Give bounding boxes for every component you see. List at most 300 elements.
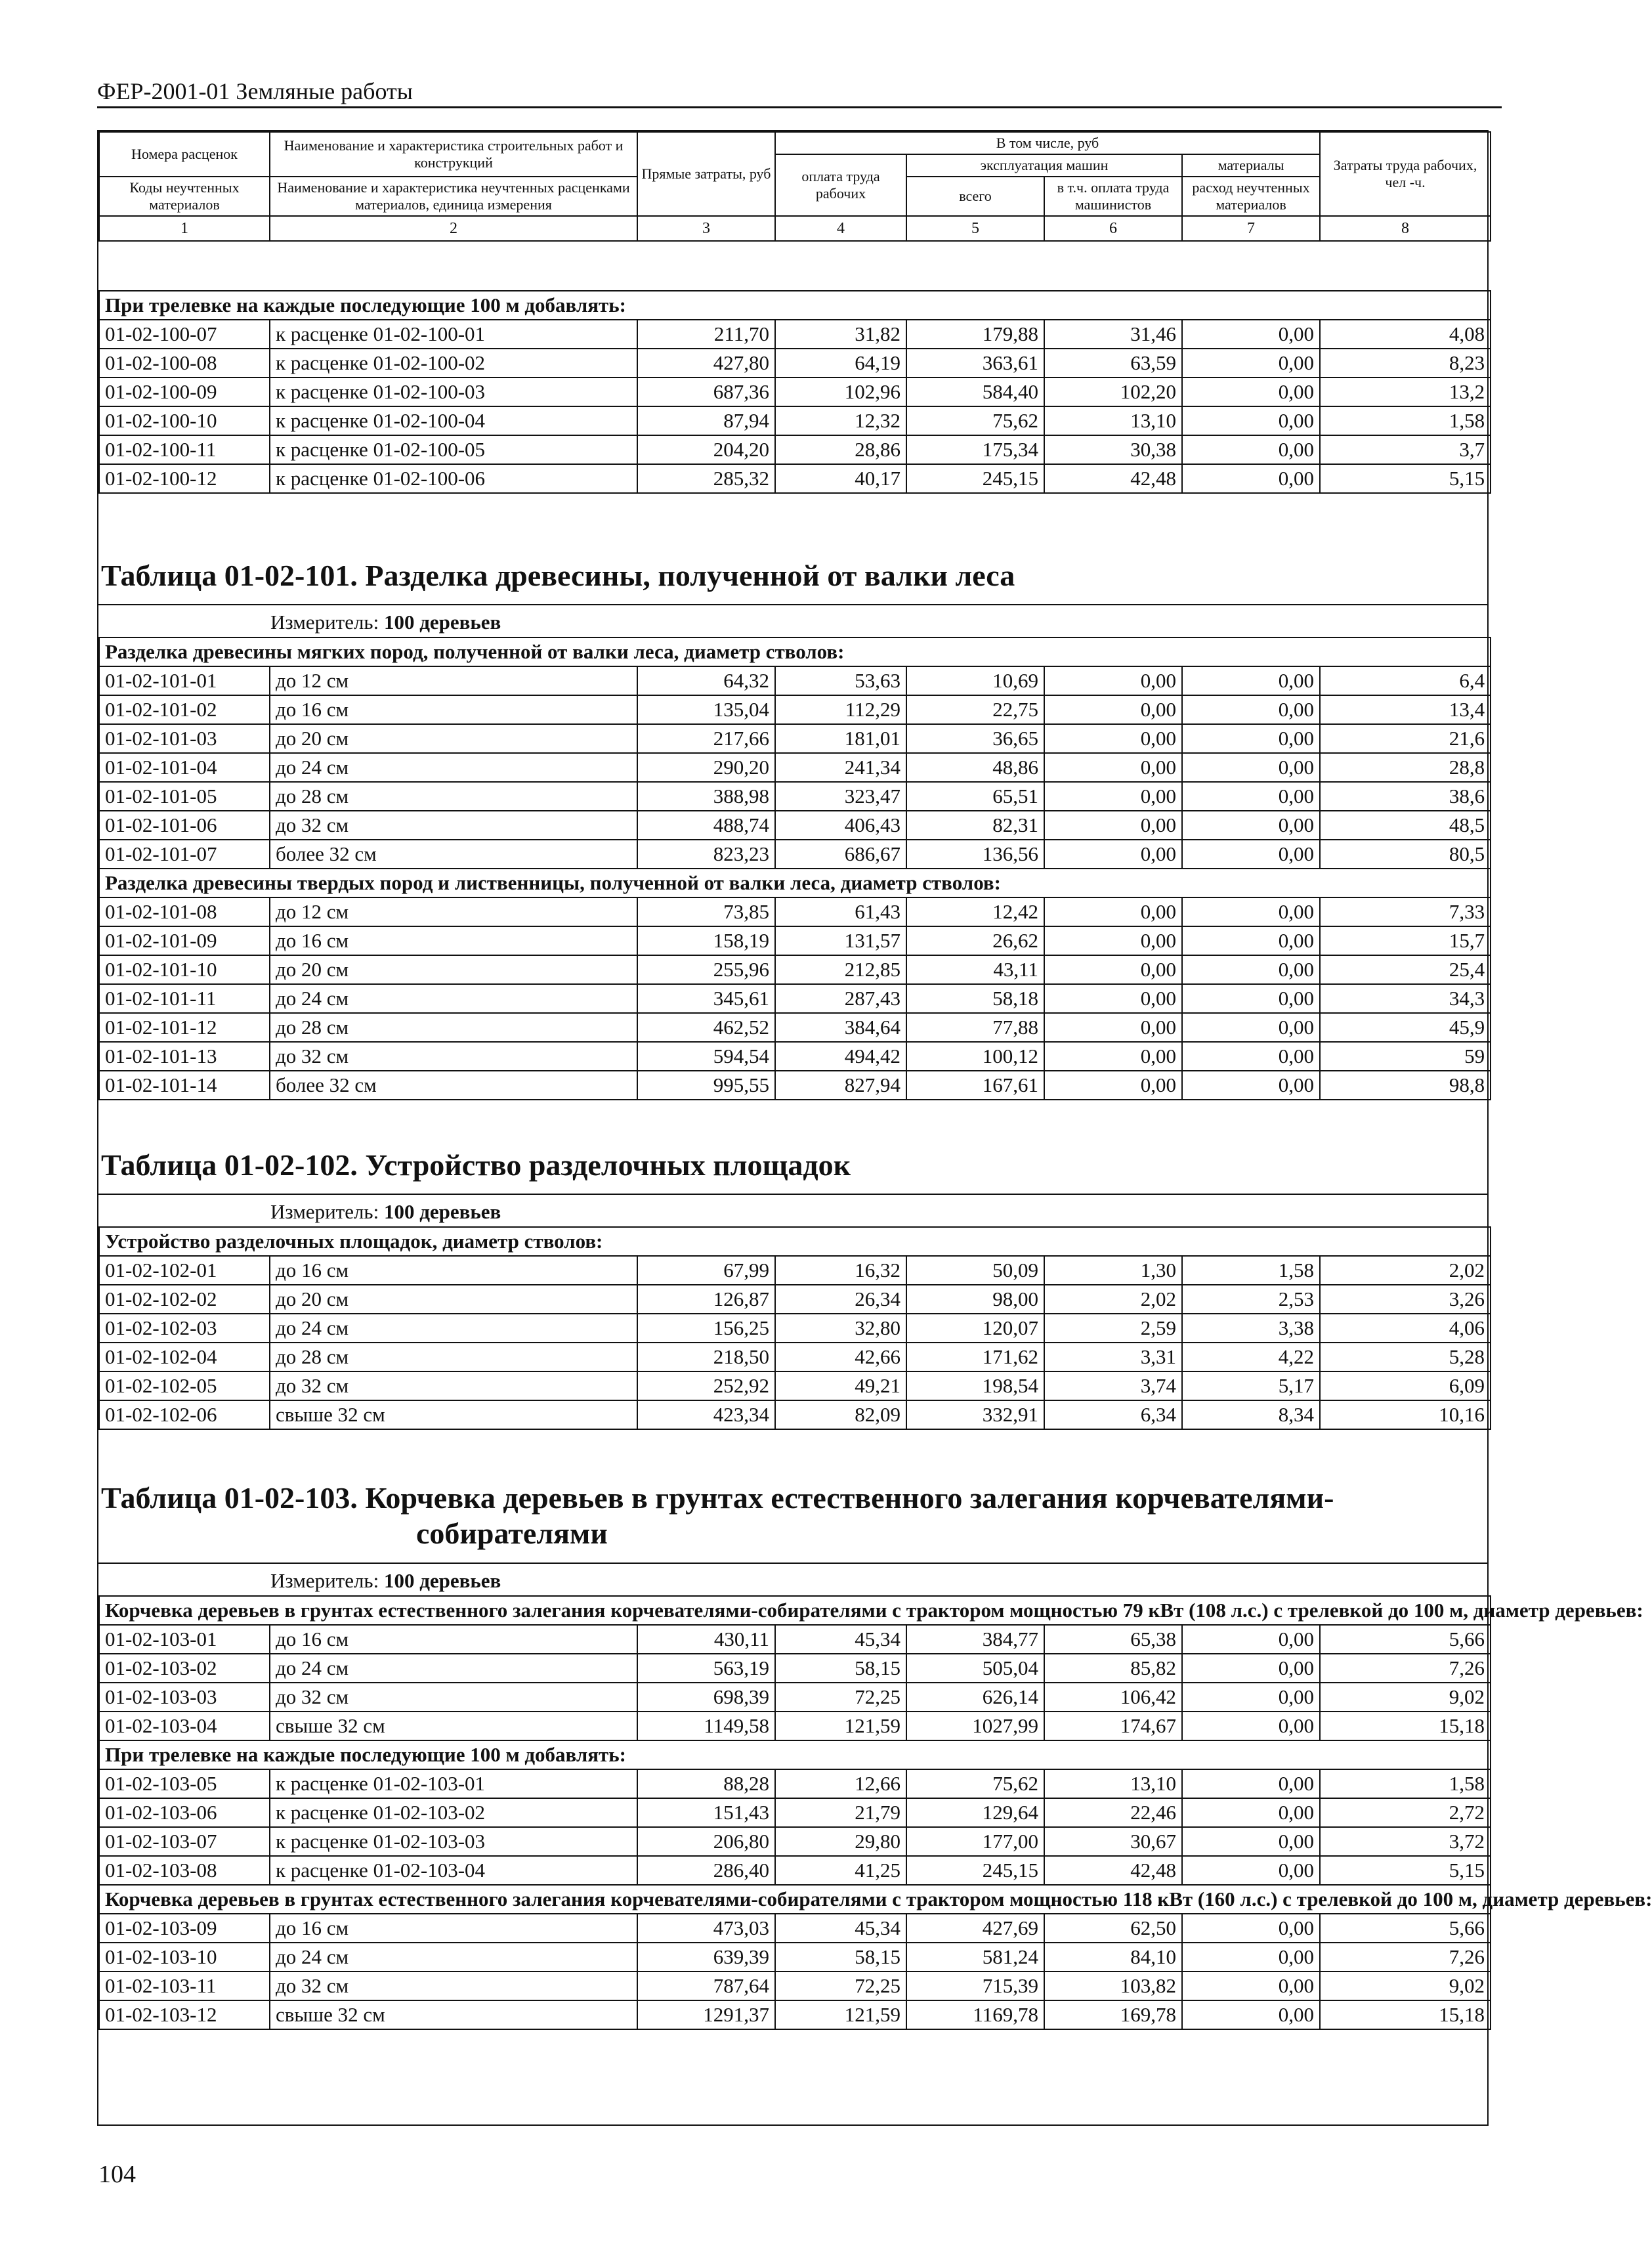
table-102 xyxy=(98,1226,1491,1430)
value-cell: 0,00 xyxy=(1044,1042,1182,1071)
value-cell: 29,80 xyxy=(775,1827,906,1856)
table-row xyxy=(99,1683,1491,1712)
value-cell: 995,55 xyxy=(637,1071,775,1100)
table-row xyxy=(99,666,1491,695)
value-cell: 0,00 xyxy=(1044,724,1182,753)
value-cell: 462,52 xyxy=(637,1013,775,1042)
value-cell: 1,58 xyxy=(1320,1769,1491,1798)
value-cell: 5,66 xyxy=(1320,1914,1491,1943)
value-cell: 0,00 xyxy=(1044,1013,1182,1042)
value-cell: 12,42 xyxy=(906,897,1044,926)
value-cell: 15,18 xyxy=(1320,1712,1491,1740)
value-cell: 75,62 xyxy=(906,1769,1044,1798)
value-cell: 686,67 xyxy=(775,840,906,869)
value-cell: 245,15 xyxy=(906,1856,1044,1885)
divider xyxy=(98,1194,1487,1195)
value-cell: 787,64 xyxy=(637,1972,775,2000)
col-materials-sub-header: расход неучтенных материалов xyxy=(1182,177,1320,216)
value-cell: 0,00 xyxy=(1182,666,1320,695)
value-cell: 4,06 xyxy=(1320,1314,1491,1343)
value-cell: 2,02 xyxy=(1320,1256,1491,1285)
value-cell: 40,17 xyxy=(775,464,906,493)
value-cell: 3,7 xyxy=(1320,435,1491,464)
rate-code-cell: 01-02-102-06 xyxy=(99,1400,270,1429)
value-cell: 323,47 xyxy=(775,782,906,811)
value-cell: 28,86 xyxy=(775,435,906,464)
value-cell: 563,19 xyxy=(637,1654,775,1683)
rate-name-cell: свыше 32 см xyxy=(270,2000,637,2029)
table-103-title-line2: собирателями xyxy=(416,1517,608,1550)
rate-code-cell: 01-02-103-09 xyxy=(99,1914,270,1943)
value-cell: 64,19 xyxy=(775,349,906,377)
value-cell: 77,88 xyxy=(906,1013,1044,1042)
col-labor-header: Затраты труда рабочих, чел -ч. xyxy=(1320,132,1491,216)
rate-name-cell: к расценке 01-02-100-05 xyxy=(270,435,637,464)
value-cell: 45,34 xyxy=(775,1625,906,1654)
measure-value: 100 деревьев xyxy=(383,1200,501,1223)
value-cell: 21,6 xyxy=(1320,724,1491,753)
value-cell: 85,82 xyxy=(1044,1654,1182,1683)
section-row xyxy=(99,1885,1491,1914)
section-row xyxy=(99,291,1491,320)
value-cell: 80,5 xyxy=(1320,840,1491,869)
rate-name-cell: до 32 см xyxy=(270,811,637,840)
value-cell: 43,11 xyxy=(906,955,1044,984)
value-cell: 6,09 xyxy=(1320,1371,1491,1400)
table-row xyxy=(99,1071,1491,1100)
value-cell: 5,28 xyxy=(1320,1343,1491,1371)
table-row xyxy=(99,1400,1491,1429)
rate-code-cell: 01-02-101-07 xyxy=(99,840,270,869)
rate-name-cell: более 32 см xyxy=(270,1071,637,1100)
value-cell: 1,58 xyxy=(1182,1256,1320,1285)
section-row xyxy=(99,1740,1491,1769)
value-cell: 0,00 xyxy=(1044,955,1182,984)
rate-code-cell: 01-02-103-07 xyxy=(99,1827,270,1856)
block0-table xyxy=(98,290,1491,494)
value-cell: 10,16 xyxy=(1320,1400,1491,1429)
table-row xyxy=(99,1314,1491,1343)
section-row xyxy=(99,637,1491,666)
value-cell: 584,40 xyxy=(906,377,1044,406)
value-cell: 126,87 xyxy=(637,1285,775,1314)
rate-code-cell: 01-02-103-10 xyxy=(99,1943,270,1972)
value-cell: 1149,58 xyxy=(637,1712,775,1740)
value-cell: 53,63 xyxy=(775,666,906,695)
value-cell: 5,17 xyxy=(1182,1371,1320,1400)
value-cell: 594,54 xyxy=(637,1042,775,1071)
value-cell: 42,48 xyxy=(1044,464,1182,493)
rate-code-cell: 01-02-101-13 xyxy=(99,1042,270,1071)
table-row xyxy=(99,753,1491,782)
value-cell: 0,00 xyxy=(1182,782,1320,811)
col-machines-total-header: всего xyxy=(906,177,1044,216)
section-heading: Разделка древесины твердых пород и лиственницы, полученной от валки леса, диаметр стволов: xyxy=(99,869,1491,897)
value-cell: 72,25 xyxy=(775,1683,906,1712)
table-row xyxy=(99,1798,1491,1827)
value-cell: 42,66 xyxy=(775,1343,906,1371)
value-cell: 6,4 xyxy=(1320,666,1491,695)
value-cell: 2,02 xyxy=(1044,1285,1182,1314)
value-cell: 98,8 xyxy=(1320,1071,1491,1100)
value-cell: 0,00 xyxy=(1182,695,1320,724)
rate-name-cell: более 32 см xyxy=(270,840,637,869)
value-cell: 0,00 xyxy=(1044,1071,1182,1100)
value-cell: 112,29 xyxy=(775,695,906,724)
table-row xyxy=(99,435,1491,464)
value-cell: 22,75 xyxy=(906,695,1044,724)
col-incl-header: В том числе, руб xyxy=(775,132,1320,154)
value-cell: 241,34 xyxy=(775,753,906,782)
value-cell: 363,61 xyxy=(906,349,1044,377)
section-heading: Корчевка деревьев в грунтах естественного залегания корчевателями-собирателями с трактором мощностью 118 кВт (160 л.с.) с трелевкой до 100 м, диаметр деревьев: xyxy=(99,1885,1491,1914)
value-cell: 687,36 xyxy=(637,377,775,406)
col-code-header: Номера расценок xyxy=(99,132,270,177)
table-row xyxy=(99,1712,1491,1740)
col-name-header: Наименование и характеристика строительных работ и конструкций xyxy=(270,132,637,177)
table-row xyxy=(99,349,1491,377)
value-cell: 177,00 xyxy=(906,1827,1044,1856)
rate-code-cell: 01-02-100-10 xyxy=(99,406,270,435)
table-row xyxy=(99,897,1491,926)
section-row xyxy=(99,869,1491,897)
value-cell: 82,31 xyxy=(906,811,1044,840)
value-cell: 48,5 xyxy=(1320,811,1491,840)
rate-name-cell: до 16 см xyxy=(270,1256,637,1285)
value-cell: 49,21 xyxy=(775,1371,906,1400)
value-cell: 30,38 xyxy=(1044,435,1182,464)
value-cell: 406,43 xyxy=(775,811,906,840)
table-row xyxy=(99,984,1491,1013)
table-row xyxy=(99,377,1491,406)
value-cell: 0,00 xyxy=(1044,695,1182,724)
col-index: 1 xyxy=(99,216,270,241)
value-cell: 26,34 xyxy=(775,1285,906,1314)
value-cell: 3,74 xyxy=(1044,1371,1182,1400)
document-table-frame xyxy=(97,130,1652,2126)
value-cell: 252,92 xyxy=(637,1371,775,1400)
measure-value: 100 деревьев xyxy=(383,1569,501,1592)
value-cell: 25,4 xyxy=(1320,955,1491,984)
rate-code-cell: 01-02-101-14 xyxy=(99,1071,270,1100)
rate-name-cell: до 28 см xyxy=(270,1343,637,1371)
divider xyxy=(98,1563,1487,1564)
rate-code-cell: 01-02-100-08 xyxy=(99,349,270,377)
rate-name-cell: до 16 см xyxy=(270,1625,637,1654)
value-cell: 332,91 xyxy=(906,1400,1044,1429)
page-number: 104 xyxy=(98,2161,136,2188)
rate-name-cell: до 16 см xyxy=(270,926,637,955)
value-cell: 0,00 xyxy=(1182,1654,1320,1683)
value-cell: 13,10 xyxy=(1044,1769,1182,1798)
value-cell: 12,66 xyxy=(775,1769,906,1798)
divider xyxy=(98,604,1487,605)
value-cell: 0,00 xyxy=(1182,1625,1320,1654)
value-cell: 0,00 xyxy=(1182,984,1320,1013)
value-cell: 384,64 xyxy=(775,1013,906,1042)
value-cell: 0,00 xyxy=(1182,724,1320,753)
value-cell: 67,99 xyxy=(637,1256,775,1285)
value-cell: 581,24 xyxy=(906,1943,1044,1972)
value-cell: 8,23 xyxy=(1320,349,1491,377)
value-cell: 50,09 xyxy=(906,1256,1044,1285)
page-header: ФЕР-2001-01 Земляные работы xyxy=(97,77,1502,108)
value-cell: 3,72 xyxy=(1320,1827,1491,1856)
rate-code-cell: 01-02-103-05 xyxy=(99,1769,270,1798)
value-cell: 131,57 xyxy=(775,926,906,955)
value-cell: 58,15 xyxy=(775,1654,906,1683)
value-cell: 204,20 xyxy=(637,435,775,464)
rate-name-cell: до 20 см xyxy=(270,955,637,984)
value-cell: 698,39 xyxy=(637,1683,775,1712)
value-cell: 0,00 xyxy=(1044,840,1182,869)
col-machines-wage-header: в т.ч. оплата труда машинистов xyxy=(1044,177,1182,216)
value-cell: 64,32 xyxy=(637,666,775,695)
value-cell: 9,02 xyxy=(1320,1683,1491,1712)
value-cell: 42,48 xyxy=(1044,1856,1182,1885)
value-cell: 41,25 xyxy=(775,1856,906,1885)
table-row xyxy=(99,406,1491,435)
table-101-title: Таблица 01-02-101. Разделка древесины, полученной от валки леса xyxy=(101,559,1015,592)
value-cell: 505,04 xyxy=(906,1654,1044,1683)
value-cell: 0,00 xyxy=(1182,1683,1320,1712)
measure-label: Измеритель: xyxy=(270,1200,379,1223)
value-cell: 12,32 xyxy=(775,406,906,435)
value-cell: 1,58 xyxy=(1320,406,1491,435)
value-cell: 151,43 xyxy=(637,1798,775,1827)
rate-code-cell: 01-02-101-08 xyxy=(99,897,270,926)
rate-name-cell: к расценке 01-02-100-04 xyxy=(270,406,637,435)
rate-code-cell: 01-02-102-03 xyxy=(99,1314,270,1343)
table-row xyxy=(99,464,1491,493)
rate-name-cell: до 24 см xyxy=(270,753,637,782)
value-cell: 0,00 xyxy=(1182,1071,1320,1100)
value-cell: 121,59 xyxy=(775,2000,906,2029)
value-cell: 167,61 xyxy=(906,1071,1044,1100)
value-cell: 626,14 xyxy=(906,1683,1044,1712)
value-cell: 1291,37 xyxy=(637,2000,775,2029)
value-cell: 73,85 xyxy=(637,897,775,926)
value-cell: 59 xyxy=(1320,1042,1491,1071)
value-cell: 0,00 xyxy=(1182,464,1320,493)
value-cell: 7,26 xyxy=(1320,1943,1491,1972)
rate-code-cell: 01-02-100-12 xyxy=(99,464,270,493)
rate-name-cell: до 24 см xyxy=(270,1314,637,1343)
value-cell: 28,8 xyxy=(1320,753,1491,782)
value-cell: 639,39 xyxy=(637,1943,775,1972)
table-row xyxy=(99,2000,1491,2029)
value-cell: 0,00 xyxy=(1182,349,1320,377)
table-row xyxy=(99,811,1491,840)
value-cell: 494,42 xyxy=(775,1042,906,1071)
value-cell: 0,00 xyxy=(1182,1798,1320,1827)
rate-code-cell: 01-02-103-03 xyxy=(99,1683,270,1712)
col-index: 6 xyxy=(1044,216,1182,241)
value-cell: 26,62 xyxy=(906,926,1044,955)
rate-name-cell: к расценке 01-02-103-01 xyxy=(270,1769,637,1798)
value-cell: 45,34 xyxy=(775,1914,906,1943)
value-cell: 8,34 xyxy=(1182,1400,1320,1429)
table-row xyxy=(99,955,1491,984)
value-cell: 169,78 xyxy=(1044,2000,1182,2029)
value-cell: 245,15 xyxy=(906,464,1044,493)
table-102-title: Таблица 01-02-102. Устройство разделочных площадок xyxy=(101,1148,851,1182)
rate-name-cell: до 32 см xyxy=(270,1683,637,1712)
rate-name-cell: до 32 см xyxy=(270,1042,637,1071)
rate-name-cell: до 32 см xyxy=(270,1972,637,2000)
value-cell: 48,86 xyxy=(906,753,1044,782)
value-cell: 0,00 xyxy=(1182,2000,1320,2029)
value-cell: 65,51 xyxy=(906,782,1044,811)
value-cell: 1169,78 xyxy=(906,2000,1044,2029)
value-cell: 290,20 xyxy=(637,753,775,782)
rate-name-cell: до 32 см xyxy=(270,1371,637,1400)
value-cell: 32,80 xyxy=(775,1314,906,1343)
table-row xyxy=(99,1625,1491,1654)
value-cell: 0,00 xyxy=(1182,926,1320,955)
rate-code-cell: 01-02-101-01 xyxy=(99,666,270,695)
value-cell: 0,00 xyxy=(1182,753,1320,782)
table-row xyxy=(99,840,1491,869)
value-cell: 31,82 xyxy=(775,320,906,349)
value-cell: 0,00 xyxy=(1182,840,1320,869)
rate-name-cell: до 28 см xyxy=(270,782,637,811)
table-row xyxy=(99,1769,1491,1798)
rate-code-cell: 01-02-103-01 xyxy=(99,1625,270,1654)
value-cell: 823,23 xyxy=(637,840,775,869)
value-cell: 0,00 xyxy=(1044,782,1182,811)
rate-name-cell: до 12 см xyxy=(270,897,637,926)
value-cell: 255,96 xyxy=(637,955,775,984)
value-cell: 2,59 xyxy=(1044,1314,1182,1343)
value-cell: 135,04 xyxy=(637,695,775,724)
value-cell: 4,22 xyxy=(1182,1343,1320,1371)
section-heading: Разделка древесины мягких пород, полученной от валки леса, диаметр стволов: xyxy=(99,637,1491,666)
value-cell: 98,00 xyxy=(906,1285,1044,1314)
value-cell: 0,00 xyxy=(1044,926,1182,955)
value-cell: 129,64 xyxy=(906,1798,1044,1827)
rate-code-cell: 01-02-101-12 xyxy=(99,1013,270,1042)
rate-code-cell: 01-02-102-02 xyxy=(99,1285,270,1314)
value-cell: 0,00 xyxy=(1182,377,1320,406)
rate-name-cell: к расценке 01-02-103-02 xyxy=(270,1798,637,1827)
rate-code-cell: 01-02-101-10 xyxy=(99,955,270,984)
rate-code-cell: 01-02-103-06 xyxy=(99,1798,270,1827)
value-cell: 388,98 xyxy=(637,782,775,811)
rate-code-cell: 01-02-101-06 xyxy=(99,811,270,840)
table-row xyxy=(99,1256,1491,1285)
value-cell: 345,61 xyxy=(637,984,775,1013)
value-cell: 84,10 xyxy=(1044,1943,1182,1972)
value-cell: 0,00 xyxy=(1182,1856,1320,1885)
value-cell: 0,00 xyxy=(1044,897,1182,926)
col-index: 4 xyxy=(775,216,906,241)
rate-code-cell: 01-02-101-11 xyxy=(99,984,270,1013)
value-cell: 3,38 xyxy=(1182,1314,1320,1343)
value-cell: 198,54 xyxy=(906,1371,1044,1400)
value-cell: 13,10 xyxy=(1044,406,1182,435)
rate-code-cell: 01-02-102-05 xyxy=(99,1371,270,1400)
rate-code-cell: 01-02-101-05 xyxy=(99,782,270,811)
value-cell: 0,00 xyxy=(1182,435,1320,464)
value-cell: 0,00 xyxy=(1044,666,1182,695)
rate-name-cell: до 16 см xyxy=(270,695,637,724)
value-cell: 63,59 xyxy=(1044,349,1182,377)
col-wage-header: оплата труда рабочих xyxy=(775,154,906,216)
value-cell: 9,02 xyxy=(1320,1972,1491,2000)
section-row xyxy=(99,1227,1491,1256)
section-heading: При трелевке на каждые последующие 100 м добавлять: xyxy=(99,1740,1491,1769)
value-cell: 30,67 xyxy=(1044,1827,1182,1856)
value-cell: 45,9 xyxy=(1320,1013,1491,1042)
rate-code-cell: 01-02-100-07 xyxy=(99,320,270,349)
table-row xyxy=(99,320,1491,349)
rate-code-cell: 01-02-103-08 xyxy=(99,1856,270,1885)
table-103-title xyxy=(98,1480,1493,1551)
value-cell: 0,00 xyxy=(1182,1769,1320,1798)
rate-name-cell: до 12 см xyxy=(270,666,637,695)
rate-name-cell: к расценке 01-02-100-03 xyxy=(270,377,637,406)
value-cell: 0,00 xyxy=(1182,1042,1320,1071)
section-heading: Корчевка деревьев в грунтах естественного залегания корчевателями-собирателями с трактором мощностью 79 кВт (108 л.с.) с трелевкой до 100 м, диаметр деревьев: xyxy=(99,1596,1491,1625)
table-row xyxy=(99,724,1491,753)
rate-code-cell: 01-02-100-09 xyxy=(99,377,270,406)
rate-code-cell: 01-02-101-09 xyxy=(99,926,270,955)
value-cell: 13,2 xyxy=(1320,377,1491,406)
value-cell: 15,18 xyxy=(1320,2000,1491,2029)
col-index: 7 xyxy=(1182,216,1320,241)
table-row xyxy=(99,1827,1491,1856)
table-row xyxy=(99,1343,1491,1371)
rate-name-cell: до 24 см xyxy=(270,1654,637,1683)
value-cell: 136,56 xyxy=(906,840,1044,869)
col-index: 8 xyxy=(1320,216,1491,241)
value-cell: 0,00 xyxy=(1182,1914,1320,1943)
value-cell: 3,31 xyxy=(1044,1343,1182,1371)
rate-name-cell: к расценке 01-02-103-03 xyxy=(270,1827,637,1856)
value-cell: 31,46 xyxy=(1044,320,1182,349)
value-cell: 38,6 xyxy=(1320,782,1491,811)
table-row xyxy=(99,1371,1491,1400)
col-name-sub-header: Наименование и характеристика неучтенных расценками материалов, единица измерения xyxy=(270,177,637,216)
value-cell: 2,53 xyxy=(1182,1285,1320,1314)
value-cell: 179,88 xyxy=(906,320,1044,349)
value-cell: 0,00 xyxy=(1182,897,1320,926)
value-cell: 384,77 xyxy=(906,1625,1044,1654)
table-103-measure xyxy=(270,1568,501,1594)
value-cell: 158,19 xyxy=(637,926,775,955)
value-cell: 102,96 xyxy=(775,377,906,406)
table-row xyxy=(99,1285,1491,1314)
col-direct-header: Прямые затраты, руб xyxy=(637,132,775,216)
value-cell: 0,00 xyxy=(1182,1943,1320,1972)
table-row xyxy=(99,1972,1491,2000)
value-cell: 36,65 xyxy=(906,724,1044,753)
col-machines-header: эксплуатация машин xyxy=(906,154,1182,177)
rate-code-cell: 01-02-101-04 xyxy=(99,753,270,782)
value-cell: 212,85 xyxy=(775,955,906,984)
value-cell: 58,18 xyxy=(906,984,1044,1013)
rate-name-cell: до 20 см xyxy=(270,1285,637,1314)
value-cell: 16,32 xyxy=(775,1256,906,1285)
rate-name-cell: до 24 см xyxy=(270,1943,637,1972)
table-row xyxy=(99,1654,1491,1683)
value-cell: 5,15 xyxy=(1320,1856,1491,1885)
section-heading: Устройство разделочных площадок, диаметр стволов: xyxy=(99,1227,1491,1256)
value-cell: 58,15 xyxy=(775,1943,906,1972)
value-cell: 285,32 xyxy=(637,464,775,493)
value-cell: 0,00 xyxy=(1044,811,1182,840)
